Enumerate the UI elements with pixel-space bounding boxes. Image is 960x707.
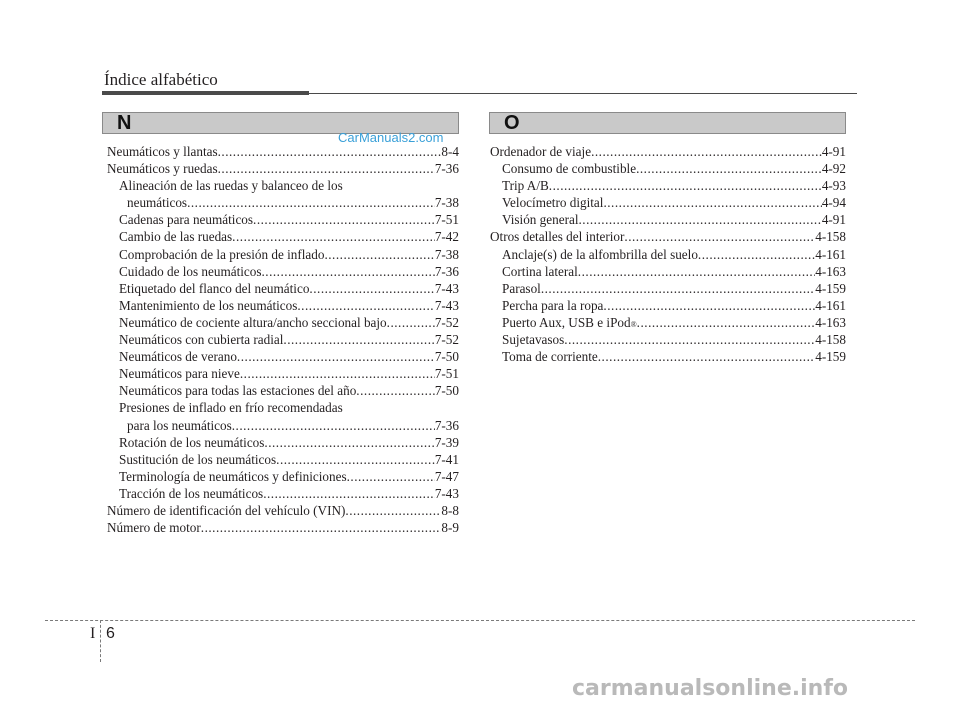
index-entry-page: 4-163 xyxy=(815,263,846,279)
index-entry xyxy=(490,228,846,245)
index-entry-text: Comprobación de la presión de inflado xyxy=(119,246,325,262)
index-entry-page: 4-91 xyxy=(821,212,846,228)
header-bar xyxy=(102,91,309,95)
footer-rule xyxy=(45,620,915,621)
index-entry xyxy=(490,177,846,194)
index-entry-text: Mantenimiento de los neumáticos xyxy=(119,297,298,313)
index-entry xyxy=(490,297,846,314)
index-entry-text: Neumáticos para nieve xyxy=(119,366,240,382)
leader-dots xyxy=(218,143,442,160)
index-entry xyxy=(107,263,459,280)
index-entry xyxy=(490,263,846,280)
index-entry xyxy=(107,331,459,348)
leader-dots xyxy=(309,280,434,297)
leader-dots xyxy=(218,160,435,177)
index-entry-text: Cortina lateral xyxy=(502,263,578,279)
leader-dots xyxy=(541,280,815,297)
index-entry xyxy=(107,177,459,194)
index-entry-text: Cambio de las ruedas xyxy=(119,229,233,245)
leader-dots xyxy=(253,211,435,228)
index-entry xyxy=(107,143,459,160)
index-entry xyxy=(107,451,459,468)
index-entry-text: Neumático de cociente altura/ancho seccional bajo xyxy=(119,314,387,330)
index-entry-page: 7-52 xyxy=(434,314,459,330)
leader-dots xyxy=(232,228,435,245)
index-entry-text: Sustitución de los neumáticos xyxy=(119,451,277,467)
index-entry xyxy=(107,519,459,536)
index-entry-page: 7-39 xyxy=(434,434,459,450)
index-entry-text: neumáticos xyxy=(127,195,188,211)
index-entry xyxy=(490,331,846,348)
index-entry-text: Neumáticos de verano xyxy=(119,349,237,365)
index-entry xyxy=(490,160,846,177)
index-entry xyxy=(107,194,459,211)
index-entry xyxy=(107,228,459,245)
index-entry-text: Neumáticos y ruedas xyxy=(107,161,218,177)
index-entry-text: Etiquetado del flanco del neumático xyxy=(119,280,310,296)
index-entry xyxy=(107,399,459,416)
index-entry-text: Anclaje(s) de la alfombrilla del suelo xyxy=(502,246,698,262)
index-column-o xyxy=(490,143,846,365)
index-entry-page: 7-50 xyxy=(434,383,459,399)
header-rule xyxy=(309,93,857,94)
leader-dots xyxy=(578,263,815,280)
leader-dots xyxy=(345,502,441,519)
leader-dots xyxy=(564,331,815,348)
index-entry xyxy=(107,211,459,228)
index-entry-page: 4-158 xyxy=(815,229,846,245)
index-entry-text: Visión general xyxy=(502,212,579,228)
leader-dots xyxy=(297,297,434,314)
index-entry-page: 4-159 xyxy=(815,280,846,296)
index-entry-text: Trip A/B xyxy=(502,178,549,194)
leader-dots xyxy=(261,263,434,280)
index-entry-page: 7-51 xyxy=(434,212,459,228)
leader-dots xyxy=(591,143,822,160)
leader-dots xyxy=(698,246,815,263)
index-entry xyxy=(107,280,459,297)
index-entry xyxy=(490,143,846,160)
leader-dots xyxy=(356,382,435,399)
site-footer: carmanualsonline.info xyxy=(572,676,848,701)
index-entry-page: 4-159 xyxy=(815,349,846,365)
section-letter-n-label: N xyxy=(117,112,132,134)
leader-dots xyxy=(578,211,821,228)
index-entry-text: Neumáticos con cubierta radial xyxy=(119,332,284,348)
index-entry-text: Rotación de los neumáticos xyxy=(119,434,265,450)
index-entry xyxy=(107,434,459,451)
index-entry-text: Número de identificación del vehículo (VIN) xyxy=(107,502,346,518)
index-entry-page: 7-43 xyxy=(434,485,459,501)
leader-dots xyxy=(347,468,435,485)
index-column-n xyxy=(107,143,459,536)
index-entry-page: 7-38 xyxy=(434,195,459,211)
leader-dots xyxy=(624,228,815,245)
leader-dots xyxy=(201,519,442,536)
index-entry-text: Cuidado de los neumáticos xyxy=(119,263,262,279)
index-entry-page: 4-91 xyxy=(821,144,846,159)
index-entry xyxy=(107,468,459,485)
index-entry-page: 7-43 xyxy=(434,280,459,296)
index-entry xyxy=(490,280,846,297)
index-entry-text: Percha para la ropa xyxy=(502,297,604,313)
index-entry-page: 7-41 xyxy=(434,451,459,467)
index-entry-text: Puerto Aux, USB e iPod xyxy=(502,314,631,330)
section-letter-o-label: O xyxy=(504,112,520,134)
leader-dots xyxy=(598,348,815,365)
watermark: CarManuals2.com xyxy=(338,130,444,145)
footer-page-number: 6 xyxy=(106,625,115,642)
index-entry-text: Toma de corriente xyxy=(502,349,598,365)
leader-dots xyxy=(232,417,435,434)
index-entry-page: 7-50 xyxy=(434,349,459,365)
index-entry-text: Número de motor xyxy=(107,520,201,536)
index-entry xyxy=(107,246,459,263)
index-entry xyxy=(490,246,846,263)
index-entry-page: 8-9 xyxy=(441,520,459,536)
section-letter-o xyxy=(489,112,846,134)
index-entry xyxy=(490,348,846,365)
index-entry-page: 4-161 xyxy=(815,297,846,313)
leader-dots xyxy=(276,451,435,468)
footer-section: I xyxy=(90,625,96,642)
index-entry-page: 4-163 xyxy=(815,314,846,330)
leader-dots xyxy=(603,297,815,314)
index-entry-text: Neumáticos y llantas xyxy=(107,144,218,159)
index-entry-text: Cadenas para neumáticos xyxy=(119,212,254,228)
index-entry xyxy=(107,314,459,331)
index-entry-text: Alineación de las ruedas y balanceo de los xyxy=(119,178,343,194)
index-entry xyxy=(107,297,459,314)
index-entry-page: 7-36 xyxy=(434,161,459,177)
index-entry xyxy=(107,348,459,365)
index-entry-page: 4-92 xyxy=(821,161,846,177)
index-entry-page: 7-51 xyxy=(434,366,459,382)
index-entry-page: 7-47 xyxy=(434,468,459,484)
index-entry-page: 4-158 xyxy=(815,332,846,348)
index-entry-text: Presiones de inflado en frío recomendadas xyxy=(119,400,343,416)
footer-divider xyxy=(100,620,101,662)
index-entry-page: 7-36 xyxy=(434,263,459,279)
index-entry-text: Neumáticos para todas las estaciones del año xyxy=(119,383,357,399)
leader-dots xyxy=(283,331,434,348)
index-entry-page: 4-94 xyxy=(821,195,846,211)
index-entry xyxy=(490,211,846,228)
leader-dots xyxy=(549,177,822,194)
index-entry-text: Ordenador de viaje xyxy=(490,144,592,159)
index-entry xyxy=(107,485,459,502)
leader-dots xyxy=(187,194,435,211)
leader-dots xyxy=(387,314,435,331)
index-entry-page: 8-4 xyxy=(441,144,459,159)
index-entry-text: Sujetavasos xyxy=(502,332,565,348)
index-entry-page: 7-38 xyxy=(434,246,459,262)
index-entry-text: Tracción de los neumáticos xyxy=(119,485,264,501)
index-entry-text: para los neumáticos xyxy=(127,417,232,433)
leader-dots xyxy=(240,365,435,382)
index-entry-page: 4-161 xyxy=(815,246,846,262)
index-entry-page: 7-52 xyxy=(434,332,459,348)
index-entry-page: 7-36 xyxy=(434,417,459,433)
index-entry xyxy=(107,160,459,177)
index-entry-text: Velocímetro digital xyxy=(502,195,604,211)
index-entry-page: 7-42 xyxy=(434,229,459,245)
leader-dots xyxy=(264,434,434,451)
index-entry-page: 8-8 xyxy=(441,502,459,518)
index-entry xyxy=(490,194,846,211)
index-entry-page: 7-43 xyxy=(434,297,459,313)
index-entry-page: 4-93 xyxy=(821,178,846,194)
page-title: Índice alfabético xyxy=(104,70,218,89)
index-entry-text: Otros detalles del interior xyxy=(490,229,625,245)
index-entry-text: Consumo de combustible xyxy=(502,161,637,177)
leader-dots xyxy=(263,485,435,502)
leader-dots xyxy=(637,314,816,331)
leader-dots xyxy=(603,194,821,211)
leader-dots xyxy=(237,348,435,365)
leader-dots xyxy=(324,246,434,263)
index-entry xyxy=(107,417,459,434)
index-entry xyxy=(107,502,459,519)
leader-dots xyxy=(636,160,822,177)
index-entry xyxy=(107,382,459,399)
index-entry-text: Parasol xyxy=(502,280,541,296)
index-entry: Puerto Aux, USB e iPod ® ..... 4-163 xyxy=(490,314,846,331)
index-entry xyxy=(107,365,459,382)
index-entry-text: Terminología de neumáticos y definiciones xyxy=(119,468,347,484)
